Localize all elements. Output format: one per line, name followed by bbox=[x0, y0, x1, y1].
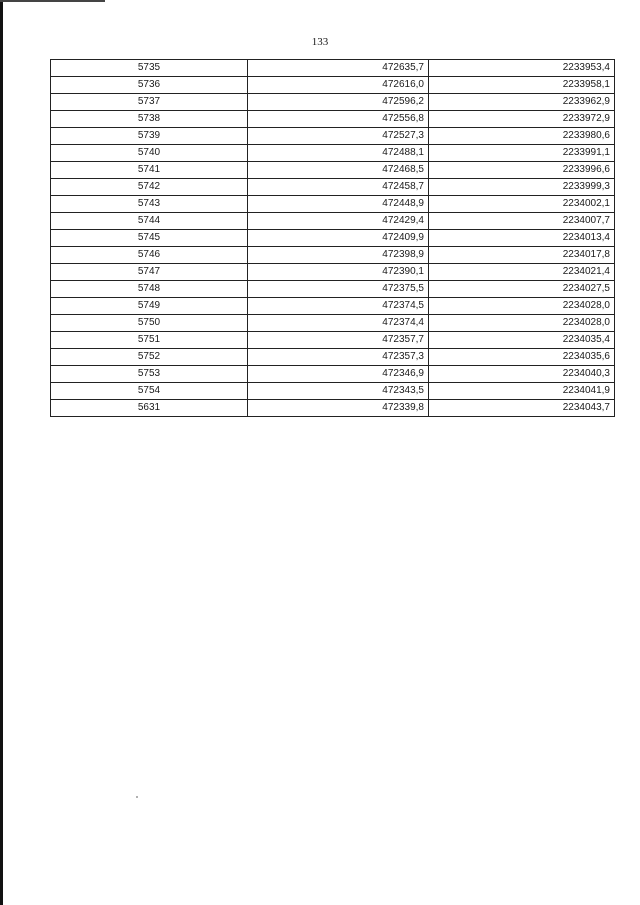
y-coordinate-cell: 2234040,3 bbox=[429, 366, 615, 383]
table-row bbox=[51, 213, 615, 230]
table-row bbox=[51, 77, 615, 94]
y-coordinate-cell: 2233996,6 bbox=[429, 162, 615, 179]
point-number-cell: 5738 bbox=[51, 111, 248, 128]
x-coordinate-cell: 472468,5 bbox=[248, 162, 429, 179]
point-number-cell: 5748 bbox=[51, 281, 248, 298]
table-row bbox=[51, 400, 615, 417]
x-coordinate-cell: 472346,9 bbox=[248, 366, 429, 383]
x-coordinate-cell: 472339,8 bbox=[248, 400, 429, 417]
y-coordinate-cell: 2234002,1 bbox=[429, 196, 615, 213]
x-coordinate-cell: 472343,5 bbox=[248, 383, 429, 400]
point-number-cell: 5742 bbox=[51, 179, 248, 196]
point-number-cell: 5739 bbox=[51, 128, 248, 145]
table-row bbox=[51, 298, 615, 315]
scan-top-mark bbox=[0, 0, 105, 2]
x-coordinate-cell: 472409,9 bbox=[248, 230, 429, 247]
y-coordinate-cell: 2233972,9 bbox=[429, 111, 615, 128]
table-row bbox=[51, 315, 615, 332]
y-coordinate-cell: 2234007,7 bbox=[429, 213, 615, 230]
x-coordinate-cell: 472596,2 bbox=[248, 94, 429, 111]
y-coordinate-cell: 2234027,5 bbox=[429, 281, 615, 298]
point-number-cell: 5746 bbox=[51, 247, 248, 264]
table-row bbox=[51, 349, 615, 366]
y-coordinate-cell: 2234028,0 bbox=[429, 315, 615, 332]
y-coordinate-cell: 2234017,8 bbox=[429, 247, 615, 264]
point-number-cell: 5740 bbox=[51, 145, 248, 162]
y-coordinate-cell: 2233958,1 bbox=[429, 77, 615, 94]
point-number-cell: 5750 bbox=[51, 315, 248, 332]
x-coordinate-cell: 472390,1 bbox=[248, 264, 429, 281]
table-row bbox=[51, 60, 615, 77]
point-number-cell: 5744 bbox=[51, 213, 248, 230]
point-number-cell: 5754 bbox=[51, 383, 248, 400]
x-coordinate-cell: 472616,0 bbox=[248, 77, 429, 94]
table-row bbox=[51, 196, 615, 213]
table-row bbox=[51, 383, 615, 400]
y-coordinate-cell: 2234041,9 bbox=[429, 383, 615, 400]
x-coordinate-cell: 472556,8 bbox=[248, 111, 429, 128]
table-row bbox=[51, 230, 615, 247]
point-number-cell: 5747 bbox=[51, 264, 248, 281]
table-row bbox=[51, 366, 615, 383]
table-row bbox=[51, 264, 615, 281]
x-coordinate-cell: 472448,9 bbox=[248, 196, 429, 213]
point-number-cell: 5735 bbox=[51, 60, 248, 77]
point-number-cell: 5751 bbox=[51, 332, 248, 349]
x-coordinate-cell: 472357,3 bbox=[248, 349, 429, 366]
point-number-cell: 5745 bbox=[51, 230, 248, 247]
coordinates-table-body bbox=[51, 60, 615, 417]
x-coordinate-cell: 472375,5 bbox=[248, 281, 429, 298]
y-coordinate-cell: 2233962,9 bbox=[429, 94, 615, 111]
table-row bbox=[51, 162, 615, 179]
point-number-cell: 5631 bbox=[51, 400, 248, 417]
x-coordinate-cell: 472357,7 bbox=[248, 332, 429, 349]
scan-edge bbox=[0, 0, 3, 905]
x-coordinate-cell: 472458,7 bbox=[248, 179, 429, 196]
page-number: 133 bbox=[311, 36, 329, 48]
table-row bbox=[51, 111, 615, 128]
x-coordinate-cell: 472429,4 bbox=[248, 213, 429, 230]
scan-speck bbox=[136, 796, 138, 798]
table-row bbox=[51, 247, 615, 264]
x-coordinate-cell: 472635,7 bbox=[248, 60, 429, 77]
y-coordinate-cell: 2233991,1 bbox=[429, 145, 615, 162]
table-row bbox=[51, 145, 615, 162]
y-coordinate-cell: 2234035,4 bbox=[429, 332, 615, 349]
table-row bbox=[51, 94, 615, 111]
x-coordinate-cell: 472374,5 bbox=[248, 298, 429, 315]
point-number-cell: 5743 bbox=[51, 196, 248, 213]
x-coordinate-cell: 472374,4 bbox=[248, 315, 429, 332]
y-coordinate-cell: 2234028,0 bbox=[429, 298, 615, 315]
point-number-cell: 5737 bbox=[51, 94, 248, 111]
y-coordinate-cell: 2233999,3 bbox=[429, 179, 615, 196]
table-row bbox=[51, 179, 615, 196]
x-coordinate-cell: 472527,3 bbox=[248, 128, 429, 145]
y-coordinate-cell: 2234035,6 bbox=[429, 349, 615, 366]
table-row bbox=[51, 332, 615, 349]
point-number-cell: 5741 bbox=[51, 162, 248, 179]
table-row bbox=[51, 128, 615, 145]
coordinates-table bbox=[50, 59, 615, 417]
x-coordinate-cell: 472488,1 bbox=[248, 145, 429, 162]
point-number-cell: 5752 bbox=[51, 349, 248, 366]
y-coordinate-cell: 2234043,7 bbox=[429, 400, 615, 417]
y-coordinate-cell: 2233953,4 bbox=[429, 60, 615, 77]
point-number-cell: 5753 bbox=[51, 366, 248, 383]
point-number-cell: 5749 bbox=[51, 298, 248, 315]
y-coordinate-cell: 2234021,4 bbox=[429, 264, 615, 281]
x-coordinate-cell: 472398,9 bbox=[248, 247, 429, 264]
table-row bbox=[51, 281, 615, 298]
point-number-cell: 5736 bbox=[51, 77, 248, 94]
y-coordinate-cell: 2234013,4 bbox=[429, 230, 615, 247]
y-coordinate-cell: 2233980,6 bbox=[429, 128, 615, 145]
